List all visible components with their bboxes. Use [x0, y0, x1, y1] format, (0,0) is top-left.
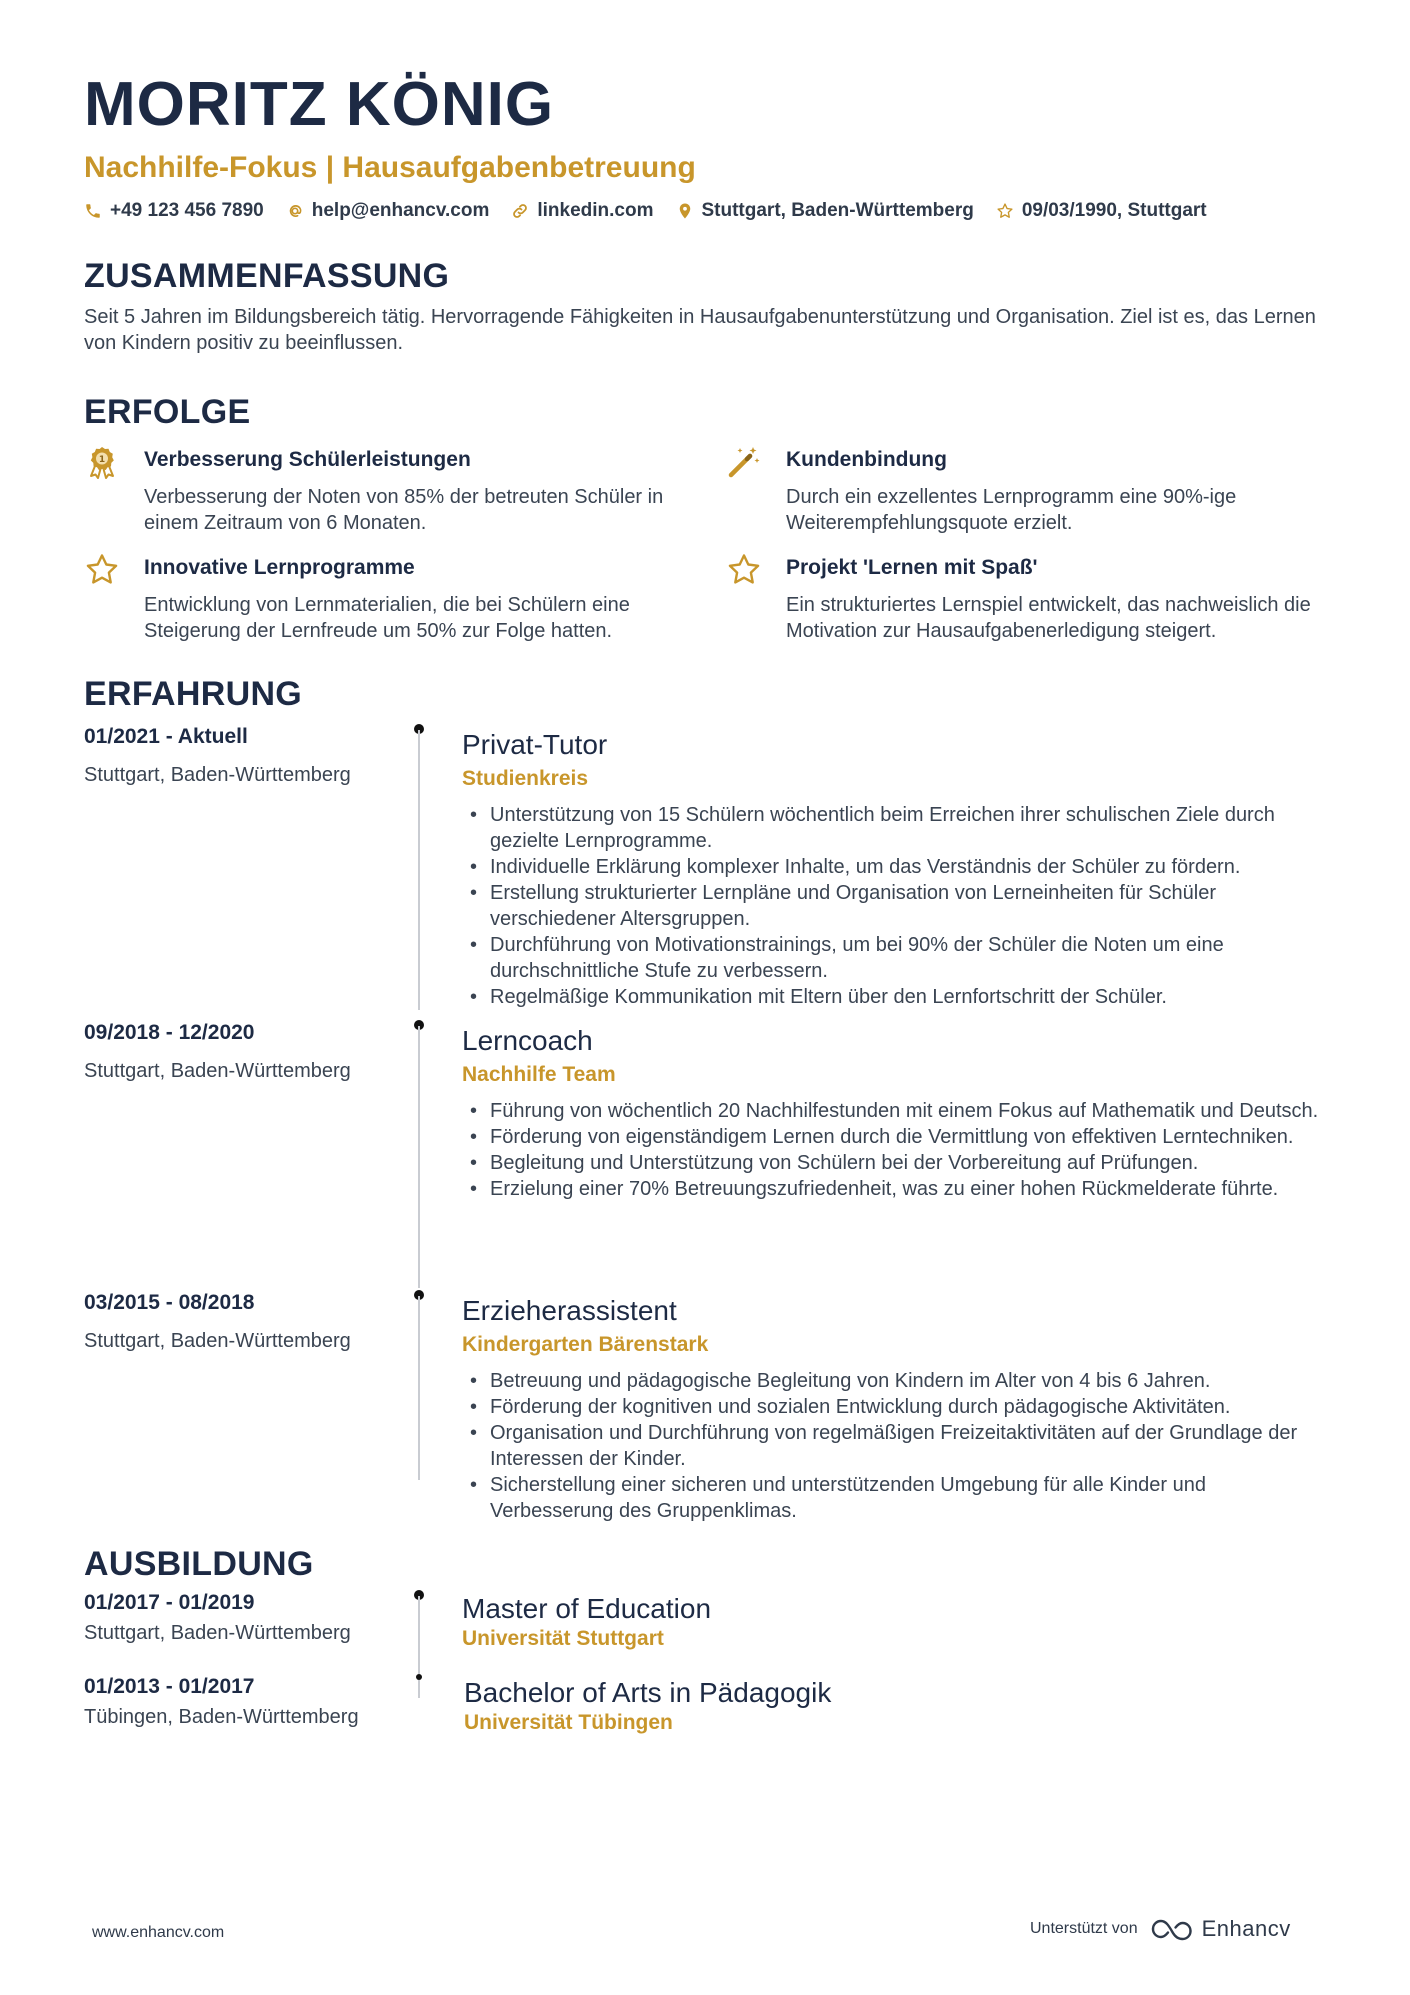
enhancv-logo-icon	[1150, 1917, 1196, 1941]
location-icon	[676, 202, 694, 220]
star-icon	[996, 202, 1014, 220]
achievement-description: Durch ein exzellentes Lernprogramm eine 90%-ige Weiterempfehlungsquote erzielt.	[786, 486, 1237, 534]
contact-linkedin[interactable]	[511, 200, 653, 222]
education-degree: Bachelor of Arts in Pädagogik	[464, 1677, 832, 1708]
experience-location: Stuttgart, Baden-Württemberg	[84, 1060, 351, 1082]
experience-meta	[84, 1290, 404, 1354]
list-item: • Förderung von eigenständigem Lernen durch die Vermittlung von effektiven Lerntechniken.	[462, 1124, 1322, 1150]
list-item: • Erzielung einer 70% Betreuungszufriedenheit, was zu einer hohen Rückmelderate führte.	[462, 1176, 1322, 1202]
experience-date: 01/2021 - Aktuell	[84, 725, 248, 748]
timeline-line	[418, 730, 420, 1010]
education-location: Stuttgart, Baden-Württemberg	[84, 1622, 351, 1644]
education-entry	[462, 1592, 1322, 1652]
contact-birth-text: 09/03/1990, Stuttgart	[1021, 200, 1207, 221]
enhancv-logo-text: Enhancv	[1201, 1916, 1291, 1941]
candidate-subtitle: Nachhilfe-Fokus | Hausaufgabenbetreuung	[84, 151, 696, 184]
experience-meta	[84, 1020, 404, 1084]
footer-website[interactable]: www.enhancv.com	[92, 1924, 225, 1941]
footer-branding	[1030, 1916, 1291, 1942]
achievement-title: Kundenbindung	[786, 448, 947, 471]
contact-phone-text: +49 123 456 7890	[110, 200, 264, 221]
education-entry	[464, 1676, 1324, 1736]
experience-title: ERFAHRUNG	[84, 675, 303, 713]
timeline-line	[418, 1026, 420, 1288]
experience-company: Kindergarten Bärenstark	[462, 1333, 709, 1356]
experience-meta	[84, 724, 404, 788]
experience-entry	[462, 1294, 1322, 1524]
achievement-title: Verbesserung Schülerleistungen	[144, 448, 471, 471]
education-school: Universität Stuttgart	[462, 1627, 664, 1650]
experience-bullets	[462, 802, 1322, 1010]
timeline-line	[418, 1596, 420, 1674]
list-item: • Organisation und Durchführung von regelmäßigen Freizeitaktivitäten auf der Grundlage der Interessen der Kinder.	[462, 1420, 1322, 1472]
education-timeline	[84, 1590, 1334, 1750]
contact-email[interactable]	[286, 200, 490, 222]
education-meta	[84, 1674, 404, 1730]
timeline-line	[418, 1680, 420, 1698]
magic-wand-icon	[726, 444, 762, 480]
education-meta	[84, 1590, 404, 1646]
enhancv-logo[interactable]	[1150, 1916, 1291, 1942]
experience-company: Nachhilfe Team	[462, 1063, 616, 1086]
experience-location: Stuttgart, Baden-Württemberg	[84, 764, 351, 786]
star-icon	[726, 552, 762, 588]
education-degree: Master of Education	[462, 1593, 712, 1624]
achievement-description: Verbesserung der Noten von 85% der betreuten Schüler in einem Zeitraum von 6 Monaten.	[144, 486, 664, 534]
experience-entry	[462, 1024, 1322, 1202]
education-location: Tübingen, Baden-Württemberg	[84, 1706, 359, 1728]
contact-location	[676, 200, 974, 222]
contact-location-text: Stuttgart, Baden-Württemberg	[701, 200, 974, 221]
achievement-description: Ein strukturiertes Lernspiel entwickelt, das nachweislich die Motivation zur Hausaufgabenerledigung steigert.	[786, 594, 1311, 642]
contact-email-text: help@enhancv.com	[311, 200, 490, 221]
resume-content	[84, 68, 1334, 1750]
svg-text:1: 1	[98, 455, 106, 465]
contact-linkedin-text: linkedin.com	[537, 200, 654, 221]
experience-date: 03/2015 - 08/2018	[84, 1291, 255, 1314]
summary-text: Seit 5 Jahren im Bildungsbereich tätig. Hervorragende Fähigkeiten in Hausaufgabenunterstützung und Organisation. Ziel ist es, das Lernen von Kindern positiv zu beeinflussen.	[84, 306, 1316, 354]
timeline-line	[418, 1296, 420, 1480]
experience-company: Studienkreis	[462, 767, 589, 790]
experience-role: Privat-Tutor	[462, 729, 608, 760]
contact-birth	[996, 200, 1207, 222]
phone-icon	[84, 202, 102, 220]
list-item: • Unterstützung von 15 Schülern wöchentlich beim Erreichen ihrer schulischen Ziele durch gezielte Lernprogramme.	[462, 802, 1322, 854]
experience-role: Erzieherassistent	[462, 1295, 677, 1326]
list-item: • Führung von wöchentlich 20 Nachhilfestunden mit einem Fokus auf Mathematik und Deutsch.	[462, 1098, 1322, 1124]
achievement-title: Innovative Lernprogramme	[144, 556, 415, 579]
contact-bar	[84, 200, 1334, 222]
star-icon	[84, 552, 120, 588]
candidate-name: MORITZ KÖNIG	[84, 70, 555, 139]
experience-date: 09/2018 - 12/2020	[84, 1021, 255, 1044]
achievements-grid	[84, 444, 1334, 674]
achievement-description: Entwicklung von Lernmaterialien, die bei Schülern eine Steigerung der Lernfreude um 50% zur Folge hatten.	[144, 594, 630, 642]
experience-location: Stuttgart, Baden-Württemberg	[84, 1330, 351, 1352]
list-item: • Förderung der kognitiven und sozialen Entwicklung durch pädagogische Aktivitäten.	[462, 1394, 1322, 1420]
achievement-title: Projekt 'Lernen mit Spaß'	[786, 556, 1038, 579]
experience-timeline	[84, 724, 1334, 1544]
summary-title: ZUSAMMENFASSUNG	[84, 257, 450, 295]
education-school: Universität Tübingen	[464, 1711, 673, 1734]
experience-entry	[462, 728, 1322, 1010]
education-date: 01/2013 - 01/2017	[84, 1675, 255, 1698]
experience-bullets	[462, 1368, 1322, 1524]
achievements-title: ERFOLGE	[84, 393, 251, 431]
contact-phone[interactable]	[84, 200, 264, 222]
at-icon	[286, 202, 304, 220]
list-item: • Regelmäßige Kommunikation mit Eltern über den Lernfortschritt der Schüler.	[462, 984, 1322, 1010]
award-icon	[84, 444, 120, 480]
education-title: AUSBILDUNG	[84, 1545, 314, 1583]
education-date: 01/2017 - 01/2019	[84, 1591, 255, 1614]
powered-by-label: Unterstützt von	[1030, 1920, 1138, 1937]
list-item: • Individuelle Erklärung komplexer Inhalte, um das Verständnis der Schüler zu fördern.	[462, 854, 1322, 880]
list-item: • Begleitung und Unterstützung von Schülern bei der Vorbereitung auf Prüfungen.	[462, 1150, 1322, 1176]
list-item: • Erstellung strukturierter Lernpläne und Organisation von Lerneinheiten für Schüler verschiedener Altersgruppen.	[462, 880, 1322, 932]
experience-bullets	[462, 1098, 1322, 1202]
list-item: • Sicherstellung einer sicheren und unterstützenden Umgebung für alle Kinder und Verbesserung des Gruppenklimas.	[462, 1472, 1322, 1524]
experience-role: Lerncoach	[462, 1025, 593, 1056]
list-item: • Durchführung von Motivationstrainings, um bei 90% der Schüler die Noten um eine durchschnittliche Stufe zu verbessern.	[462, 932, 1322, 984]
link-icon	[511, 202, 529, 220]
list-item: • Betreuung und pädagogische Begleitung von Kindern im Alter von 4 bis 6 Jahren.	[462, 1368, 1322, 1394]
